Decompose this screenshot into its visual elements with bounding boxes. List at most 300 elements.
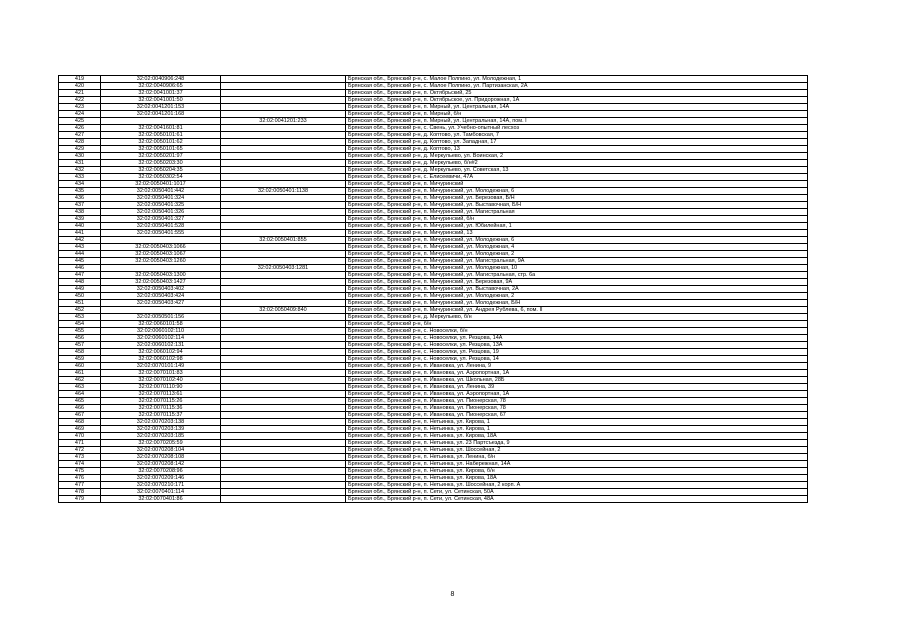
- address-cell: Брянская обл., Брянский р-н, п. Ивановка, ул. Пионерская, 78: [346, 398, 808, 405]
- linked-cadastral-number-cell: [221, 342, 346, 349]
- linked-cadastral-number-cell: [221, 384, 346, 391]
- cadastral-number-cell: 32:02:0041201:153: [101, 104, 221, 111]
- cadastral-table: [58, 75, 808, 503]
- row-number-cell: 474: [59, 461, 101, 468]
- cadastral-number-cell: 32:02:0070208:104: [101, 447, 221, 454]
- linked-cadastral-number-cell: [221, 132, 346, 139]
- address-cell: Брянская обл., Брянский р-н, с. Малое Полпино, ул. Молодежная, 1: [346, 76, 808, 83]
- row-number-cell: 466: [59, 405, 101, 412]
- address-cell: Брянская обл., Брянский р-н, п. Нетьинка, ул. Ленина, б/н: [346, 454, 808, 461]
- linked-cadastral-number-cell: [221, 230, 346, 237]
- table-row: [59, 398, 808, 405]
- linked-cadastral-number-cell: 32:02:0050403:1281: [221, 265, 346, 272]
- address-cell: Брянская обл., Брянский р-н, п. Мичуринский, ул. Березовая, 9А: [346, 279, 808, 286]
- cadastral-number-cell: 32:02:0060102:110: [101, 328, 221, 335]
- table-row: [59, 426, 808, 433]
- cadastral-number-cell: 32:02:0070205:59: [101, 440, 221, 447]
- row-number-cell: 439: [59, 216, 101, 223]
- linked-cadastral-number-cell: [221, 258, 346, 265]
- address-cell: Брянская обл., Брянский р-н, п. Нетьинка, ул. Кирова, 18А: [346, 433, 808, 440]
- linked-cadastral-number-cell: [221, 314, 346, 321]
- table-row: [59, 342, 808, 349]
- table-row: [59, 293, 808, 300]
- address-cell: Брянская обл., Брянский р-н, п. Нетьинка, ул. Шоссейная, 2: [346, 447, 808, 454]
- table-row: [59, 496, 808, 503]
- address-cell: Брянская обл., Брянский р-н, п. Октябрьское, ул. Придорожная, 1А: [346, 97, 808, 104]
- table-row: [59, 132, 808, 139]
- row-number-cell: 454: [59, 321, 101, 328]
- address-cell: Брянская обл., Брянский р-н, п. Мирный, б/н: [346, 111, 808, 118]
- address-cell: Брянская обл., Брянский р-н, с. Новоселки, ул. Резцова, 14А: [346, 335, 808, 342]
- row-number-cell: 463: [59, 384, 101, 391]
- linked-cadastral-number-cell: [221, 279, 346, 286]
- linked-cadastral-number-cell: [221, 356, 346, 363]
- table-row: [59, 251, 808, 258]
- row-number-cell: 451: [59, 300, 101, 307]
- address-cell: Брянская обл., Брянский р-н, с. Новоселки, ул. Резцова, 13А: [346, 342, 808, 349]
- linked-cadastral-number-cell: [221, 153, 346, 160]
- cadastral-number-cell: 32:02:0070115:26: [101, 398, 221, 405]
- cadastral-number-cell: 32:02:0060102:131: [101, 342, 221, 349]
- row-number-cell: 443: [59, 244, 101, 251]
- address-cell: Брянская обл., Брянский р-н, п. Мичуринский, ул. Молодежная, 6: [346, 237, 808, 244]
- address-cell: Брянская обл., Брянский р-н, п. Ивановка, ул. Пионерская, 78: [346, 405, 808, 412]
- table-row: [59, 377, 808, 384]
- row-number-cell: 432: [59, 167, 101, 174]
- table-row: [59, 286, 808, 293]
- linked-cadastral-number-cell: [221, 125, 346, 132]
- table-row: [59, 356, 808, 363]
- row-number-cell: 448: [59, 279, 101, 286]
- linked-cadastral-number-cell: [221, 90, 346, 97]
- cadastral-number-cell: 32:02:0050403:424: [101, 293, 221, 300]
- address-cell: Брянская обл., Брянский р-н, д. Коптово, 13: [346, 146, 808, 153]
- table-row: [59, 300, 808, 307]
- cadastral-number-cell: 32:02:0050101:65: [101, 146, 221, 153]
- linked-cadastral-number-cell: [221, 83, 346, 90]
- row-number-cell: 458: [59, 349, 101, 356]
- linked-cadastral-number-cell: [221, 76, 346, 83]
- cadastral-number-cell: [101, 118, 221, 125]
- row-number-cell: 424: [59, 111, 101, 118]
- table-row: [59, 363, 808, 370]
- row-number-cell: 442: [59, 237, 101, 244]
- cadastral-number-cell: 32:02:0041001:37: [101, 90, 221, 97]
- row-number-cell: 419: [59, 76, 101, 83]
- table-row: [59, 216, 808, 223]
- table-row: [59, 461, 808, 468]
- linked-cadastral-number-cell: [221, 111, 346, 118]
- row-number-cell: 420: [59, 83, 101, 90]
- address-cell: Брянская обл., Брянский р-н, п. Ивановка, ул. Пионерская, 67: [346, 412, 808, 419]
- table-row: [59, 419, 808, 426]
- row-number-cell: 426: [59, 125, 101, 132]
- row-number-cell: 464: [59, 391, 101, 398]
- cadastral-number-cell: 32:02:0050401:442: [101, 188, 221, 195]
- linked-cadastral-number-cell: [221, 412, 346, 419]
- cadastral-number-cell: 32:02:0070203:139: [101, 426, 221, 433]
- cadastral-number-cell: 32:02:0050401:555: [101, 230, 221, 237]
- row-number-cell: 422: [59, 97, 101, 104]
- cadastral-number-cell: 32:02:0050101:61: [101, 132, 221, 139]
- cadastral-number-cell: 32:02:0050401:325: [101, 202, 221, 209]
- table-row: [59, 489, 808, 496]
- address-cell: Брянская обл., Брянский р-н, п. Нетьинка, ул. Шоссейная, 2 корп. А: [346, 482, 808, 489]
- linked-cadastral-number-cell: [221, 370, 346, 377]
- address-cell: Брянская обл., Брянский р-н, п. Мичуринский, б/н: [346, 216, 808, 223]
- address-cell: Брянская обл., Брянский р-н, п. Мичуринский, ул. Выставочная, 2А: [346, 286, 808, 293]
- table-row: [59, 139, 808, 146]
- address-cell: Брянская обл., Брянский р-н, п. Мичуринский, ул. Молодежная, 2: [346, 251, 808, 258]
- linked-cadastral-number-cell: [221, 426, 346, 433]
- table-row: [59, 468, 808, 475]
- linked-cadastral-number-cell: [221, 468, 346, 475]
- address-cell: Брянская обл., Брянский р-н, д. Меркульево, ул. Воинская, 2: [346, 153, 808, 160]
- cadastral-number-cell: 32:02:0070401:114: [101, 489, 221, 496]
- cadastral-number-cell: 32:02:0070101:83: [101, 370, 221, 377]
- table-row: [59, 153, 808, 160]
- row-number-cell: 440: [59, 223, 101, 230]
- linked-cadastral-number-cell: [221, 419, 346, 426]
- table-row: [59, 335, 808, 342]
- address-cell: Брянская обл., Брянский р-н, п. Мичуринский, ул. Молодежная, 2: [346, 293, 808, 300]
- cadastral-number-cell: 32:02:0050403:1067: [101, 251, 221, 258]
- cadastral-number-cell: 32:02:0050401:324: [101, 195, 221, 202]
- table-row: [59, 321, 808, 328]
- linked-cadastral-number-cell: [221, 482, 346, 489]
- row-number-cell: 425: [59, 118, 101, 125]
- table-row: [59, 230, 808, 237]
- cadastral-number-cell: 32:02:0041201:168: [101, 111, 221, 118]
- table-row: [59, 454, 808, 461]
- row-number-cell: 462: [59, 377, 101, 384]
- linked-cadastral-number-cell: [221, 475, 346, 482]
- table-row: [59, 328, 808, 335]
- address-cell: Брянская обл., Брянский р-н, п. Мичуринский, 13: [346, 230, 808, 237]
- cadastral-number-cell: 32:02:0050403:1260: [101, 258, 221, 265]
- address-cell: Брянская обл., Брянский р-н, с. Новоселки, ул. Резцова, 19: [346, 349, 808, 356]
- linked-cadastral-number-cell: [221, 174, 346, 181]
- linked-cadastral-number-cell: [221, 146, 346, 153]
- table-row: [59, 76, 808, 83]
- table-row: [59, 223, 808, 230]
- cadastral-number-cell: 32:02:0050401:327: [101, 216, 221, 223]
- cadastral-number-cell: 32:02:0070102:40: [101, 377, 221, 384]
- table-row: [59, 237, 808, 244]
- cadastral-number-cell: 32:02:0050401:326: [101, 209, 221, 216]
- table-row: [59, 314, 808, 321]
- linked-cadastral-number-cell: 32:02:0041201:233: [221, 118, 346, 125]
- cadastral-number-cell: 32:02:0060102:98: [101, 356, 221, 363]
- table-row: [59, 188, 808, 195]
- table-row: [59, 370, 808, 377]
- address-cell: Брянская обл., Брянский р-н, д. Меркульево, б/н: [346, 314, 808, 321]
- linked-cadastral-number-cell: [221, 97, 346, 104]
- cadastral-number-cell: 32:02:0050201:97: [101, 153, 221, 160]
- row-number-cell: 477: [59, 482, 101, 489]
- row-number-cell: 423: [59, 104, 101, 111]
- cadastral-number-cell: 32:02:0050203:30: [101, 160, 221, 167]
- address-cell: Брянская обл., Брянский р-н, п. Мичуринский, ул. Молодежная, 4: [346, 244, 808, 251]
- table-row: [59, 111, 808, 118]
- linked-cadastral-number-cell: [221, 433, 346, 440]
- table-row: [59, 482, 808, 489]
- row-number-cell: 459: [59, 356, 101, 363]
- row-number-cell: 434: [59, 181, 101, 188]
- table-row: [59, 195, 808, 202]
- table-row: [59, 405, 808, 412]
- row-number-cell: 472: [59, 447, 101, 454]
- linked-cadastral-number-cell: [221, 496, 346, 503]
- table-row: [59, 384, 808, 391]
- table-row: [59, 125, 808, 132]
- cadastral-number-cell: 32:02:0070203:138: [101, 419, 221, 426]
- address-cell: Брянская обл., Брянский р-н, п. Нетьинка, ул. Кирова, 1: [346, 419, 808, 426]
- linked-cadastral-number-cell: [221, 321, 346, 328]
- linked-cadastral-number-cell: [221, 461, 346, 468]
- cadastral-number-cell: 32:02:0070101:149: [101, 363, 221, 370]
- address-cell: Брянская обл., Брянский р-н, п. Ивановка, ул. Аэропортная, 1А: [346, 391, 808, 398]
- address-cell: Брянская обл., Брянский р-н, п. Мичуринский, ул. Юбилейная, 1: [346, 223, 808, 230]
- linked-cadastral-number-cell: [221, 377, 346, 384]
- address-cell: Брянская обл., Брянский р-н, п. Мичуринский, ул. Магистральная, 9А: [346, 258, 808, 265]
- linked-cadastral-number-cell: [221, 181, 346, 188]
- table-row: [59, 181, 808, 188]
- address-cell: Брянская обл., Брянский р-н, п. Нетьинка, ул. Кирова, 18А: [346, 475, 808, 482]
- row-number-cell: 446: [59, 265, 101, 272]
- linked-cadastral-number-cell: [221, 216, 346, 223]
- linked-cadastral-number-cell: [221, 202, 346, 209]
- table-row: [59, 202, 808, 209]
- linked-cadastral-number-cell: [221, 104, 346, 111]
- cadastral-number-cell: 32:02:0050204:35: [101, 167, 221, 174]
- row-number-cell: 437: [59, 202, 101, 209]
- table-row: [59, 146, 808, 153]
- row-number-cell: 441: [59, 230, 101, 237]
- table-row: [59, 83, 808, 90]
- address-cell: Брянская обл., Брянский р-н, п. Мирный, ул. Центральная, 14А: [346, 104, 808, 111]
- cadastral-number-cell: 32:02:0050403:1300: [101, 272, 221, 279]
- address-cell: Брянская обл., Брянский р-н, п. Мичуринский, ул. Молодежная, 10: [346, 265, 808, 272]
- table-row: [59, 97, 808, 104]
- linked-cadastral-number-cell: [221, 335, 346, 342]
- address-cell: Брянская обл., Брянский р-н, п. Ивановка, ул. Аэропортная, 1А: [346, 370, 808, 377]
- row-number-cell: 456: [59, 335, 101, 342]
- linked-cadastral-number-cell: [221, 405, 346, 412]
- cadastral-number-cell: 32:02:0070208:142: [101, 461, 221, 468]
- address-cell: Брянская обл., Брянский р-н, п. Мичуринский, ул. Молодежная, Б/Н: [346, 300, 808, 307]
- row-number-cell: 431: [59, 160, 101, 167]
- linked-cadastral-number-cell: [221, 272, 346, 279]
- linked-cadastral-number-cell: [221, 447, 346, 454]
- address-cell: Брянская обл., Брянский р-н, б/н: [346, 321, 808, 328]
- linked-cadastral-number-cell: [221, 328, 346, 335]
- cadastral-number-cell: 32:02:0070113:61: [101, 391, 221, 398]
- table-row: [59, 447, 808, 454]
- row-number-cell: 449: [59, 286, 101, 293]
- address-cell: Брянская обл., Брянский р-н, п. Мичуринский, ул. Молодежная, 6: [346, 188, 808, 195]
- linked-cadastral-number-cell: [221, 286, 346, 293]
- table-row: [59, 118, 808, 125]
- linked-cadastral-number-cell: [221, 167, 346, 174]
- table-row: [59, 475, 808, 482]
- row-number-cell: 429: [59, 146, 101, 153]
- table-row: [59, 433, 808, 440]
- address-cell: Брянская обл., Брянский р-н, д. Коптово, ул. Западная, 17: [346, 139, 808, 146]
- linked-cadastral-number-cell: [221, 195, 346, 202]
- address-cell: Брянская обл., Брянский р-н, п. Мичуринский, ул. Березовая, Б/Н: [346, 195, 808, 202]
- cadastral-number-cell: 32:02:0070209:146: [101, 475, 221, 482]
- address-cell: Брянская обл., Брянский р-н, п. Нетьинка, ул. Кирова, б/н: [346, 468, 808, 475]
- address-cell: Брянская обл., Брянский р-н, с. Малое Полпино, ул. Партизанская, 2А: [346, 83, 808, 90]
- cadastral-number-cell: 32:02:0050403:427: [101, 300, 221, 307]
- cadastral-number-cell: 32:02:0040906:65: [101, 83, 221, 90]
- table-row: [59, 174, 808, 181]
- table-row: [59, 209, 808, 216]
- row-number-cell: 455: [59, 328, 101, 335]
- row-number-cell: 438: [59, 209, 101, 216]
- address-cell: Брянская обл., Брянский р-н, с. Новоселки, б/н: [346, 328, 808, 335]
- address-cell: Брянская обл., Брянский р-н, п. Нетьинка, ул. Набережная, 14А: [346, 461, 808, 468]
- cadastral-number-cell: 32:02:0050401:528: [101, 223, 221, 230]
- table-row: [59, 160, 808, 167]
- table-row: [59, 412, 808, 419]
- address-cell: Брянская обл., Брянский р-н, п. Мичуринский: [346, 181, 808, 188]
- row-number-cell: 457: [59, 342, 101, 349]
- row-number-cell: 444: [59, 251, 101, 258]
- row-number-cell: 478: [59, 489, 101, 496]
- address-cell: Брянская обл., Брянский р-н, д. Меркульево, б/н#2: [346, 160, 808, 167]
- address-cell: Брянская обл., Брянский р-н, п. Мирный, ул. Центральная, 14А, пом. I: [346, 118, 808, 125]
- row-number-cell: 475: [59, 468, 101, 475]
- row-number-cell: 460: [59, 363, 101, 370]
- row-number-cell: 450: [59, 293, 101, 300]
- cadastral-number-cell: 32:02:0060101:58: [101, 321, 221, 328]
- table-row: [59, 279, 808, 286]
- cadastral-number-cell: 32:02:0050403:1427: [101, 279, 221, 286]
- linked-cadastral-number-cell: [221, 349, 346, 356]
- address-cell: Брянская обл., Брянский р-н, п. Сети, ул. Сетинская, 50А: [346, 489, 808, 496]
- row-number-cell: 473: [59, 454, 101, 461]
- linked-cadastral-number-cell: [221, 398, 346, 405]
- address-cell: Брянская обл., Брянский р-н, п. Мичуринский, ул. Выставочная, Б/Н: [346, 202, 808, 209]
- address-cell: Брянская обл., Брянский р-н, п. Мичуринский, ул. Магистральная: [346, 209, 808, 216]
- row-number-cell: 467: [59, 412, 101, 419]
- linked-cadastral-number-cell: [221, 489, 346, 496]
- table-row: [59, 265, 808, 272]
- table-row: [59, 104, 808, 111]
- row-number-cell: 447: [59, 272, 101, 279]
- table-row: [59, 349, 808, 356]
- table-row: [59, 391, 808, 398]
- row-number-cell: 465: [59, 398, 101, 405]
- address-cell: Брянская обл., Брянский р-н, п. Октябрьский, 25: [346, 90, 808, 97]
- row-number-cell: 453: [59, 314, 101, 321]
- row-number-cell: 469: [59, 426, 101, 433]
- cadastral-number-cell: 32:02:0050401:1017: [101, 181, 221, 188]
- cadastral-number-cell: 32:02:0050501:156: [101, 314, 221, 321]
- linked-cadastral-number-cell: 32:02:0050401:855: [221, 237, 346, 244]
- row-number-cell: 471: [59, 440, 101, 447]
- cadastral-number-cell: 32:02:0070401:86: [101, 496, 221, 503]
- cadastral-number-cell: [101, 265, 221, 272]
- row-number-cell: 428: [59, 139, 101, 146]
- linked-cadastral-number-cell: 32:02:0050409:840: [221, 307, 346, 314]
- cadastral-number-cell: 32:02:0070115:36: [101, 405, 221, 412]
- address-cell: Брянская обл., Брянский р-н, с. Свень, ул. Учебно-опытный лесхоз: [346, 125, 808, 132]
- address-cell: Брянская обл., Брянский р-н, с. Елисеевичи, 47А: [346, 174, 808, 181]
- address-cell: Брянская обл., Брянский р-н, д. Коптово, ул. Тамбовская, 7: [346, 132, 808, 139]
- address-cell: Брянская обл., Брянский р-н, п. Мичуринский, ул. Андрея Рублева, 6, пом. II: [346, 307, 808, 314]
- cadastral-number-cell: 32:02:0041001:50: [101, 97, 221, 104]
- row-number-cell: 468: [59, 419, 101, 426]
- linked-cadastral-number-cell: [221, 293, 346, 300]
- address-cell: Брянская обл., Брянский р-н, п. Нетьинка, ул. 23 Партсъезда, 9: [346, 440, 808, 447]
- linked-cadastral-number-cell: [221, 391, 346, 398]
- cadastral-number-cell: 32:02:0070208:96: [101, 468, 221, 475]
- cadastral-number-cell: 32:02:0050403:402: [101, 286, 221, 293]
- row-number-cell: 470: [59, 433, 101, 440]
- linked-cadastral-number-cell: [221, 244, 346, 251]
- address-cell: Брянская обл., Брянский р-н, п. Нетьинка, ул. Кирова, 1: [346, 426, 808, 433]
- cadastral-number-cell: 32:02:0070208:108: [101, 454, 221, 461]
- linked-cadastral-number-cell: [221, 300, 346, 307]
- address-cell: Брянская обл., Брянский р-н, п. Ивановка, ул. Ленина, 9: [346, 363, 808, 370]
- page-number: 8: [450, 591, 455, 598]
- cadastral-number-cell: 32:02:0060102:114: [101, 335, 221, 342]
- cadastral-number-cell: 32:02:0050403:1066: [101, 244, 221, 251]
- cadastral-number-cell: 32:02:0070210:171: [101, 482, 221, 489]
- address-cell: Брянская обл., Брянский р-н, д. Меркульево, ул. Советская, 13: [346, 167, 808, 174]
- address-cell: Брянская обл., Брянский р-н, п. Мичуринский, ул. Магистральная, стр. 6а: [346, 272, 808, 279]
- linked-cadastral-number-cell: [221, 209, 346, 216]
- row-number-cell: 476: [59, 475, 101, 482]
- table-body: [59, 76, 808, 503]
- row-number-cell: 421: [59, 90, 101, 97]
- table-row: [59, 440, 808, 447]
- table-row: [59, 272, 808, 279]
- linked-cadastral-number-cell: [221, 223, 346, 230]
- row-number-cell: 430: [59, 153, 101, 160]
- address-cell: Брянская обл., Брянский р-н, п. Сети, ул. Сетинская, 48А: [346, 496, 808, 503]
- row-number-cell: 452: [59, 307, 101, 314]
- address-cell: Брянская обл., Брянский р-н, п. Ивановка, ул. Школьная, 28Б: [346, 377, 808, 384]
- document-page: [58, 75, 807, 503]
- linked-cadastral-number-cell: [221, 251, 346, 258]
- cadastral-number-cell: 32:02:0070203:185: [101, 433, 221, 440]
- table-row: [59, 90, 808, 97]
- linked-cadastral-number-cell: [221, 454, 346, 461]
- row-number-cell: 435: [59, 188, 101, 195]
- linked-cadastral-number-cell: [221, 440, 346, 447]
- linked-cadastral-number-cell: [221, 160, 346, 167]
- row-number-cell: 433: [59, 174, 101, 181]
- cadastral-number-cell: 32:02:0041601:81: [101, 125, 221, 132]
- linked-cadastral-number-cell: [221, 363, 346, 370]
- table-row: [59, 167, 808, 174]
- cadastral-number-cell: 32:02:0050101:62: [101, 139, 221, 146]
- cadastral-number-cell: 32:02:0070110:90: [101, 384, 221, 391]
- cadastral-number-cell: [101, 307, 221, 314]
- table-row: [59, 307, 808, 314]
- row-number-cell: 445: [59, 258, 101, 265]
- table-row: [59, 258, 808, 265]
- cadastral-number-cell: 32:02:0060102:94: [101, 349, 221, 356]
- row-number-cell: 427: [59, 132, 101, 139]
- address-cell: Брянская обл., Брянский р-н, с. Новоселки, ул. Резцова, 14: [346, 356, 808, 363]
- cadastral-number-cell: 32:02:0070115:37: [101, 412, 221, 419]
- linked-cadastral-number-cell: [221, 139, 346, 146]
